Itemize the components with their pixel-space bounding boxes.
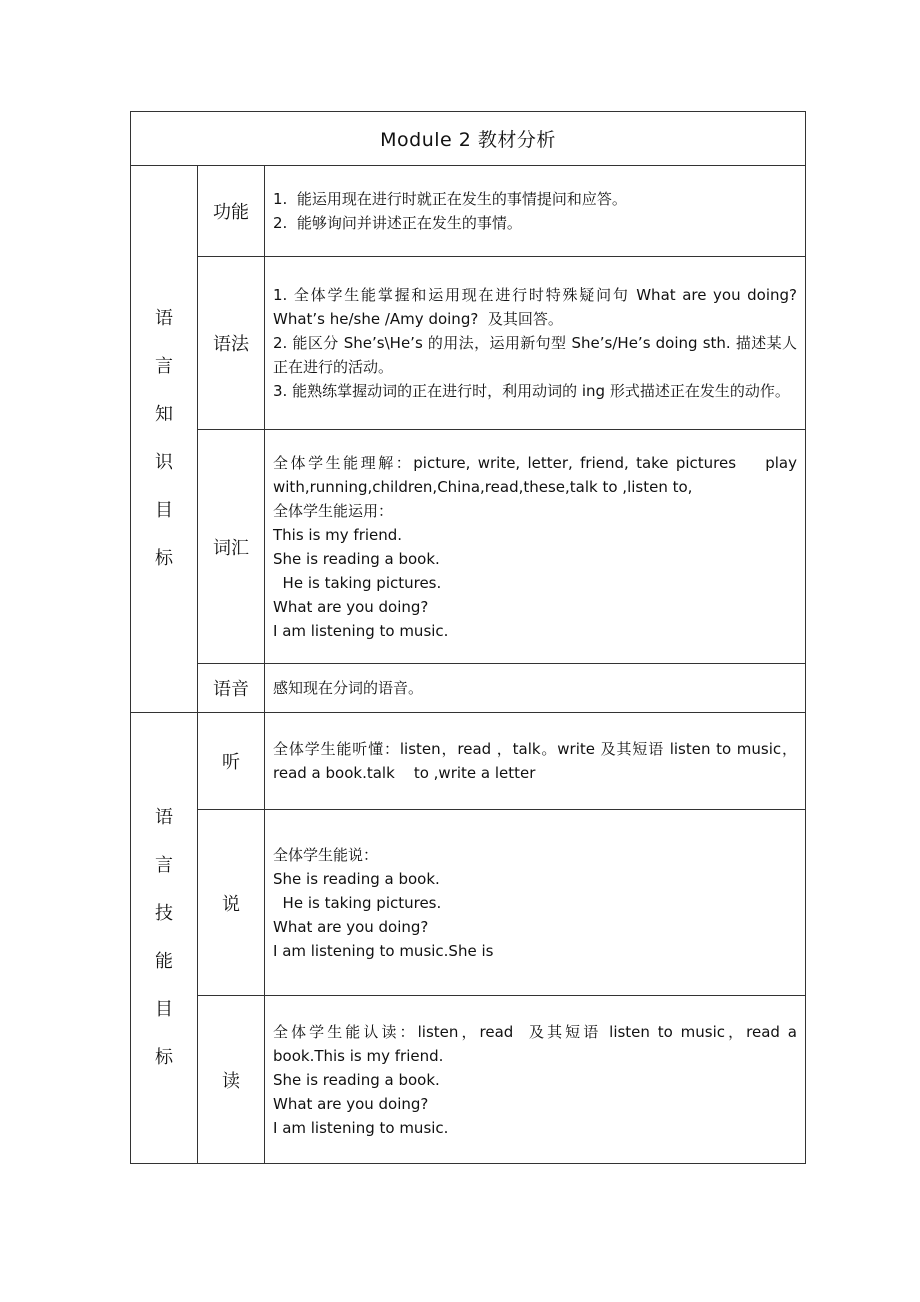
row-label-listening: 听 [198,713,265,810]
reading-line: 全体学生能认读：listen，read 及其短语 listen to music，read a book.This is my friend. [273,1022,802,1065]
document-title: Module 2 教材分析 [131,112,806,166]
row-content-listening [265,713,806,810]
category-knowledge-text: 语言知识目标 [155,308,173,569]
vocabulary-line: What are you doing? [273,597,429,616]
speaking-line: I am listening to music.She is [273,941,494,960]
row-content-function [265,166,806,257]
analysis-table [130,111,806,1164]
vocabulary-line: I am listening to music. [273,621,449,640]
row-content-reading [265,996,806,1164]
function-line: 1. 能运用现在进行时就正在发生的事情提问和应答。 [273,190,627,208]
vocabulary-line: He is taking pictures. [273,573,442,592]
row-label-speaking: 说 [198,810,265,996]
speaking-line: 全体学生能说： [273,845,379,864]
phonetics-line: 感知现在分词的语音。 [273,679,424,697]
category-skills-text: 语言技能目标 [155,807,173,1068]
row-content-grammar [265,257,806,430]
grammar-line: 2. 能区分 She’s\He’s 的用法，运用新句型 She’s/He’s doing sth. 描述某人正在进行的活动。 [273,334,797,376]
row-content-speaking [265,810,806,996]
function-line: 2. 能够询问并讲述正在发生的事情。 [273,214,522,232]
vocabulary-line: 全体学生能理解：picture, write, letter, friend, take pictures play with,running,children,China,read,these,talk to ,listen to, [273,453,802,496]
reading-line: I am listening to music. [273,1118,449,1137]
speaking-line: He is taking pictures. [273,893,442,912]
listening-line: 全体学生能听懂：listen，read ，talk。write 及其短语 listen to music，read a book.talk to ,write a letter [273,740,797,782]
row-label-grammar: 语法 [198,257,265,430]
category-knowledge [131,166,198,713]
vocabulary-line: This is my friend. [273,525,403,544]
row-content-vocabulary [265,430,806,664]
vocabulary-line: 全体学生能运用： [273,501,394,520]
reading-line: What are you doing? [273,1094,429,1113]
row-label-function: 功能 [198,166,265,257]
grammar-line: 1. 全体学生能掌握和运用现在进行时特殊疑问句 What are you doing? What’s he/she /Amy doing? 及其回答。 [273,286,802,328]
reading-line: She is reading a book. [273,1070,440,1089]
row-content-phonetics [265,664,806,713]
row-label-vocabulary: 词汇 [198,430,265,664]
category-skills [131,713,198,1164]
speaking-line: She is reading a book. [273,869,440,888]
grammar-line: 3. 能熟练掌握动词的正在进行时，利用动词的 ing 形式描述正在发生的动作。 [273,382,790,400]
speaking-line: What are you doing? [273,917,429,936]
row-label-reading: 读 [198,996,265,1164]
row-label-phonetics: 语音 [198,664,265,713]
vocabulary-line: She is reading a book. [273,549,440,568]
